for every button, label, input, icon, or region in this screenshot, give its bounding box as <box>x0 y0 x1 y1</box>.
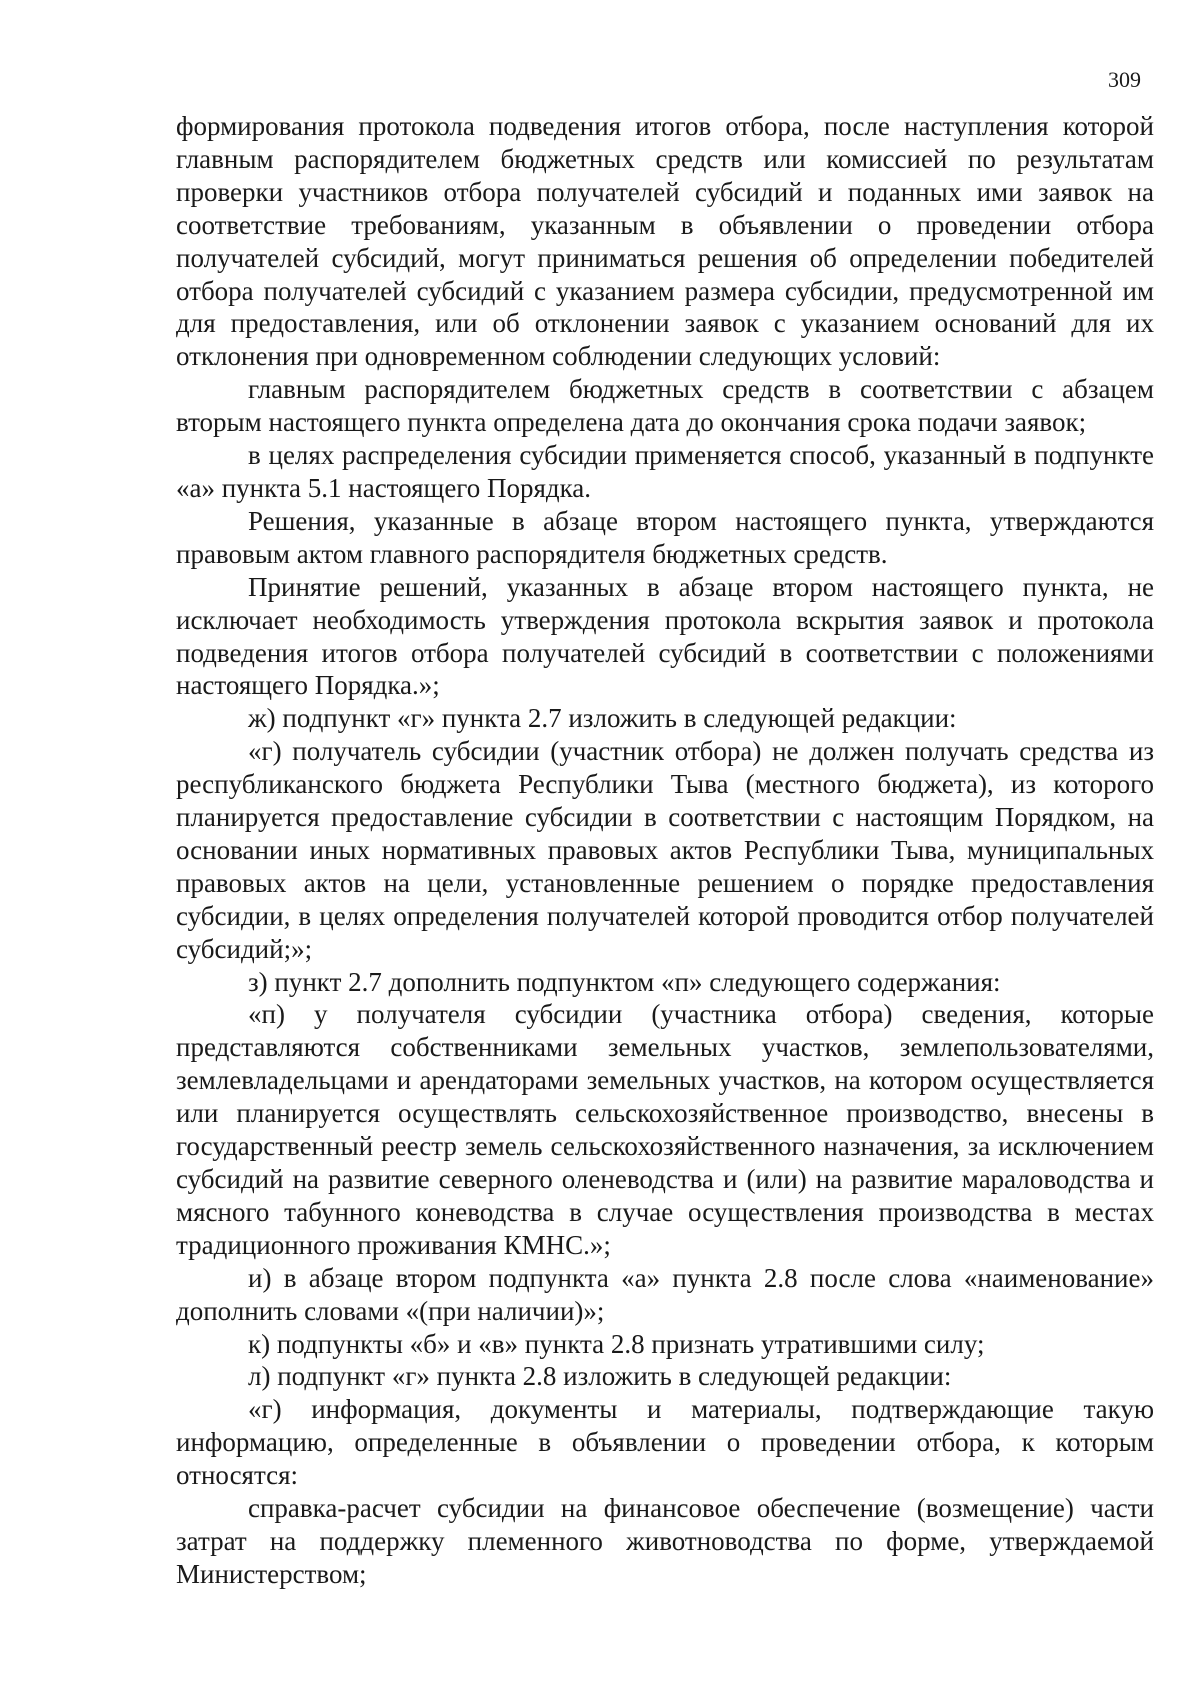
paragraph: Принятие решений, указанных в абзаце втором настоящего пункта, не исключает необходимость утверждения протокола вскрытия заявок и протокола подведения итогов отбора получателей субсидий в соответствии с положениями настоящего Порядка.»; <box>176 571 1154 701</box>
paragraph: «п) у получателя субсидии (участника отбора) сведения, которые представляются собственниками земельных участков, землепользователями, землевладельцами и арендаторами земельных участков, на котором осуществляется или планируется осуществлять сельскохозяйственное производство, внесены в государственный реестр земель сельскохозяйственного назначения, за исключением субсидий на развитие северного оленеводства и (или) на развитие мараловодства и мясного табунного коневодства в случае осуществления производства в местах традиционного проживания КМНС.»; <box>176 999 1154 1260</box>
paragraph: справка-расчет субсидии на финансовое обеспечение (возмещение) части затрат на поддержку племенного животноводства по форме, утверждаемой Министерством; <box>176 1493 1154 1589</box>
paragraph: к) подпункты «б» и «в» пункта 2.8 признать утратившими силу; <box>248 1328 985 1359</box>
paragraph: з) пункт 2.7 дополнить подпунктом «п» следующего содержания: <box>248 966 1001 997</box>
paragraph: «г) информация, документы и материалы, подтверждающие такую информацию, определенные в объявлении о проведении отбора, к которым относятся: <box>176 1394 1154 1491</box>
paragraph: главным распорядителем бюджетных средств в соответствии с абзацем вторым настоящего пункта определена дата до окончания срока подачи заявок; <box>176 374 1154 438</box>
paragraph: Решения, указанные в абзаце втором настоящего пункта, утверждаются правовым актом главного распорядителя бюджетных средств. <box>176 505 1154 569</box>
page-number: 309 <box>1108 67 1141 92</box>
paragraph: л) подпункт «г» пункта 2.8 изложить в следующей редакции: <box>248 1361 952 1392</box>
paragraph: формирования протокола подведения итогов отбора, после наступления которой главным распорядителем бюджетных средств или комиссией по результатам проверки участников отбора получателей субсидий и поданных ими заявок на соответствие требованиям, указанным в объявлении о проведении отбора получателей субсидий, могут приниматься решения об определении победителей отбора получателей субсидий с указанием размера субсидии, предусмотренной им для предоставления, или об отклонении заявок с указанием оснований для их отклонения при одновременном соблюдении следующих условий: <box>176 111 1154 372</box>
paragraph: «г) получатель субсидии (участник отбора) не должен получать средства из республиканского бюджета Республики Тыва (местного бюджета), из которого планируется предоставление субсидии в соответствии с настоящим Порядком, на основании иных нормативных правовых актов Республики Тыва, муниципальных правовых актов на цели, установленные решением о порядке предоставления субсидии, в целях определения получателей которой проводится отбор получателей субсидий;»; <box>176 736 1154 964</box>
document-body <box>176 110 1154 1591</box>
paragraph: в целях распределения субсидии применяется способ, указанный в подпункте «а» пункта 5.1 настоящего Порядка. <box>176 440 1154 503</box>
paragraph: ж) подпункт «г» пункта 2.7 изложить в следующей редакции: <box>248 703 957 734</box>
paragraph: и) в абзаце втором подпункта «а» пункта 2.8 после слова «наименование» дополнить словами «(при наличии)»; <box>176 1262 1154 1326</box>
